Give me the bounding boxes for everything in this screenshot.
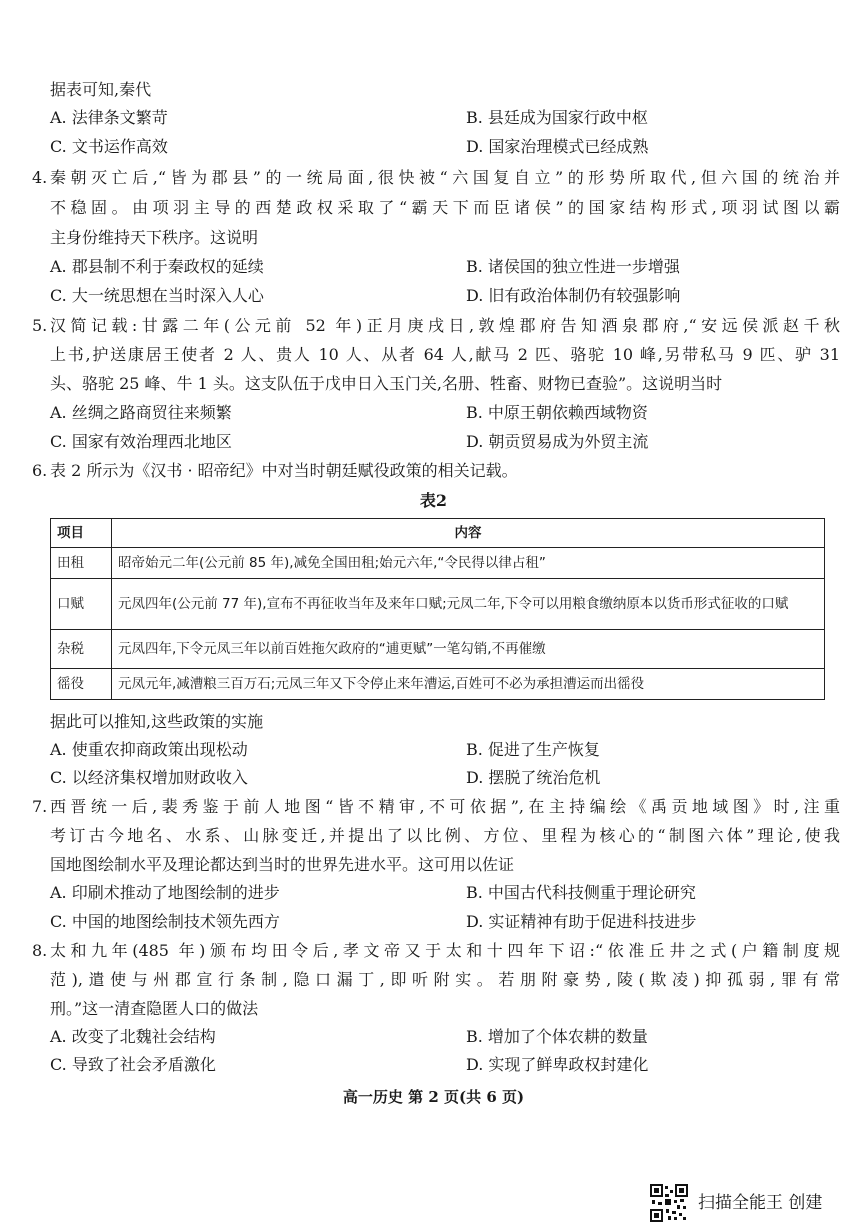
q7-option-b: B. 中国古代科技侧重于理论研究 [466,883,696,902]
table-cell-content: 元凤元年,减漕粮三百万石;元凤三年又下令停止来年漕运,百姓可不必为承担漕运而出徭役 [112,669,825,700]
table-cell-item: 口赋 [51,579,112,630]
q8-option-b: B. 增加了个体农耕的数量 [466,1027,648,1046]
q5-stem-line-1: 汉简记载:甘露二年(公元前 52 年)正月庚戌日,敦煌郡府告知酒泉郡府,“安远侯派赵千秋 [50,316,840,335]
q5-option-c: C. 国家有效治理西北地区 [50,432,232,451]
q8-number: 8. [32,941,48,960]
q4-option-b: B. 诸侯国的独立性进一步增强 [466,257,680,276]
q4-stem-line-1: 秦朝灭亡后,“皆为郡县”的一统局面,很快被“六国复自立”的形势所取代,但六国的统治并 [50,168,840,187]
q8-option-a: A. 改变了北魏社会结构 [50,1027,216,1046]
table-cell-content: 元凤四年(公元前 77 年),宣布不再征收当年及来年口赋;元凤二年,下令可以用粮食缴纳原本以货币形式征收的口赋 [112,579,825,630]
q8-option-c: C. 导致了社会矛盾激化 [50,1055,216,1074]
q7-option-d: D. 实证精神有助于促进科技进步 [466,912,697,931]
q6-option-a: A. 使重农抑商政策出现松动 [50,740,248,759]
table-cell-item: 徭役 [51,669,112,700]
q5-option-a: A. 丝绸之路商贸往来频繁 [50,403,232,422]
table-header-content: 内容 [112,519,825,548]
q6-option-d: D. 摆脱了统治危机 [466,768,601,787]
q3-option-b: B. 县廷成为国家行政中枢 [466,108,648,127]
q6-followup: 据此可以推知,这些政策的实施 [50,712,264,731]
q3-option-a: A. 法律条文繁苛 [50,108,168,127]
q4-option-a: A. 郡县制不利于秦政权的延续 [50,257,264,276]
table-row [51,579,825,630]
q8-stem-line-2: 范),遣使与州郡宣行条制,隐口漏丁,即听附实。若朋附豪势,陵(欺凌)抑孤弱,罪有常 [50,970,840,989]
table-cell-content: 元凤四年,下令元凤三年以前百姓拖欠政府的“逋更赋”一笔勾销,不再催缴 [112,630,825,669]
qr-code-icon [650,1184,688,1222]
q7-number: 7. [32,797,48,816]
q6-option-b: B. 促进了生产恢复 [466,740,600,759]
q5-option-d: D. 朝贡贸易成为外贸主流 [466,432,649,451]
page-footer: 高一历史 第 2 页(共 6 页) [342,1088,525,1106]
q4-option-c: C. 大一统思想在当时深入人心 [50,286,264,305]
q4-number: 4. [32,168,48,187]
table-cell-item: 杂税 [51,630,112,669]
q3-option-c: C. 文书运作高效 [50,137,168,156]
q5-stem-line-3: 头、骆驼 25 峰、牛 1 头。这支队伍于戊申日入玉门关,名册、牲畜、财物已查验”。这说明当时 [50,374,723,393]
q8-option-d: D. 实现了鲜卑政权封建化 [466,1055,649,1074]
q7-stem-line-2: 考订古今地名、水系、山脉变迁,并提出了以比例、方位、里程为核心的“制图六体”理论,使我 [50,826,840,845]
table-row [51,669,825,700]
q6-option-c: C. 以经济集权增加财政收入 [50,768,248,787]
table-row [51,630,825,669]
table-header-row [51,519,825,548]
q6-stem: 表 2 所示为《汉书 · 昭帝纪》中对当时朝廷赋役政策的相关记载。 [50,461,518,480]
table-header-item: 项目 [51,519,112,548]
q7-option-c: C. 中国的地图绘制技术领先西方 [50,912,280,931]
scanner-watermark: 扫描全能王 创建 [698,1193,823,1213]
q5-number: 5. [32,316,48,335]
q7-option-a: A. 印刷术推动了地图绘制的进步 [50,883,280,902]
q6-number: 6. [32,461,48,480]
q8-stem-line-1: 太和九年(485 年)颁布均田令后,孝文帝又于太和十四年下诏:“依准丘井之式(户籍制度规 [50,941,840,960]
q4-option-d: D. 旧有政治体制仍有较强影响 [466,286,681,305]
q3-stem-tail: 据表可知,秦代 [50,80,152,99]
q7-stem-line-1: 西晋统一后,裴秀鉴于前人地图“皆不精审,不可依据”,在主持编绘《禹贡地域图》时,注重 [50,797,840,816]
q4-stem-line-2: 不稳固。由项羽主导的西楚政权采取了“霸天下而臣诸侯”的国家结构形式,项羽试图以霸 [50,198,840,217]
table-caption: 表2 [419,491,448,510]
q7-stem-line-3: 国地图绘制水平及理论都达到当时的世界先进水平。这可用以佐证 [50,855,515,874]
table-row [51,548,825,579]
table-cell-content: 昭帝始元二年(公元前 85 年),减免全国田租;始元六年,“令民得以律占租” [112,548,825,579]
q8-stem-line-3: 刑。”这一清查隐匿人口的做法 [50,999,259,1018]
policy-table [50,518,825,700]
q5-option-b: B. 中原王朝依赖西域物资 [466,403,648,422]
q4-stem-line-3: 主身份维持天下秩序。这说明 [50,228,259,247]
q5-stem-line-2: 上书,护送康居王使者 2 人、贵人 10 人、从者 64 人,献马 2 匹、骆驼 10 峰,另带私马 9 匹、驴 31 [50,345,840,364]
q3-option-d: D. 国家治理模式已经成熟 [466,137,649,156]
table-cell-item: 田租 [51,548,112,579]
